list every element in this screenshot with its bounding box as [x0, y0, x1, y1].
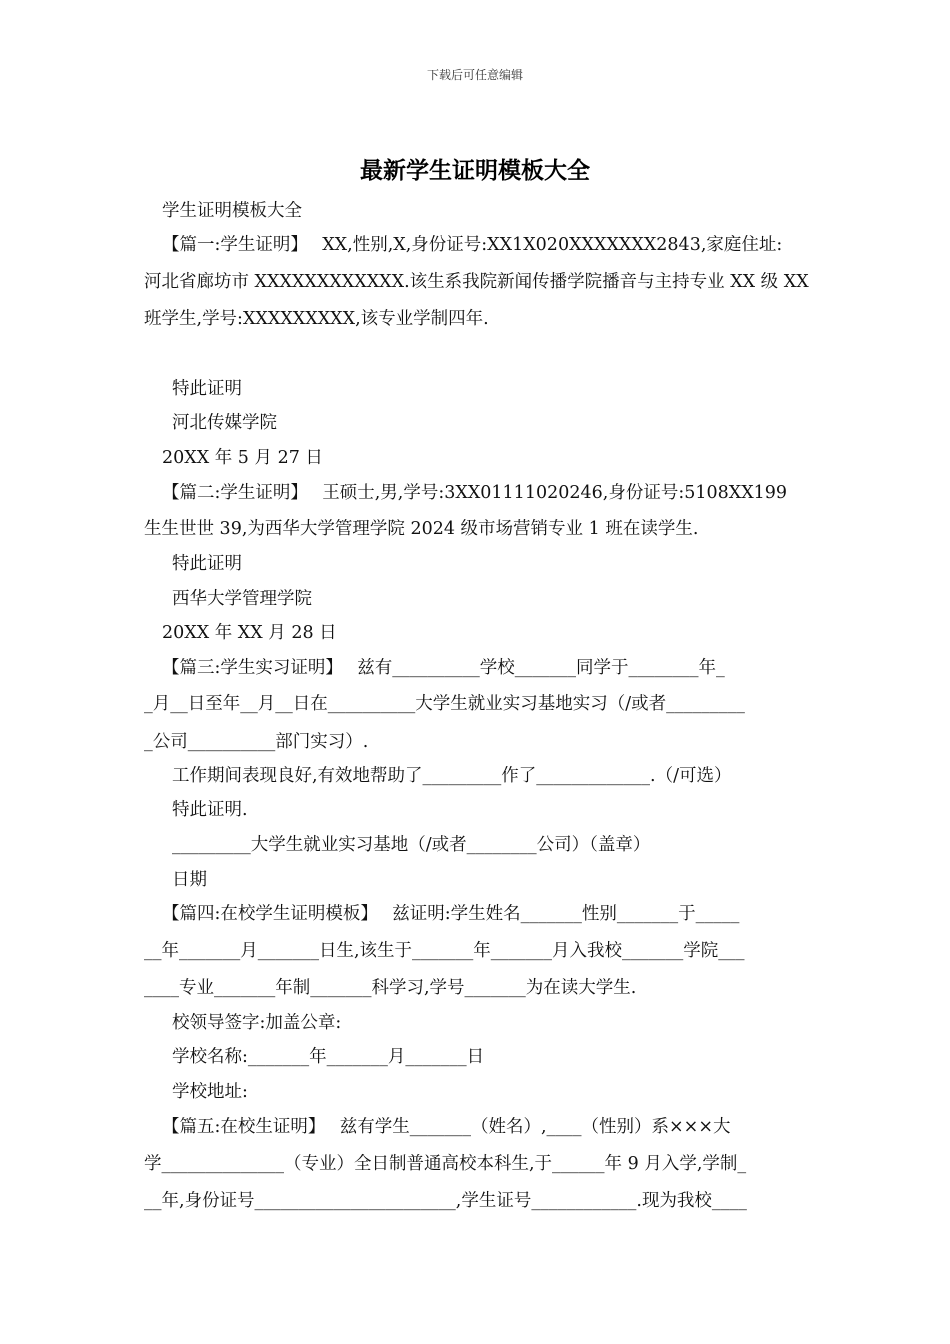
- section-1-line-2: 河北省廊坊市 XXXXXXXXXXXX.该生系我院新闻传播学院播音与主持专业 XX 级 XX: [144, 272, 809, 292]
- section-1-line-1: 【篇一:学生证明】 XX,性别,X,身份证号:XX1X020XXXXXXX2843,家庭住址:: [162, 235, 783, 255]
- section-2-date: 20XX 年 XX 月 28 日: [162, 623, 337, 643]
- section-3-date: 日期: [172, 870, 207, 890]
- section-4-line-2: __年_______月_______日生,该生于_______年_______月入我校_______学院___: [144, 941, 745, 961]
- section-4-signature: 校领导签字:加盖公章:: [172, 1013, 342, 1033]
- section-4-line-3: ____专业_______年制_______科学习,学号_______为在读大学生.: [144, 978, 637, 998]
- section-2-closing: 特此证明: [172, 554, 242, 574]
- section-1-date: 20XX 年 5 月 27 日: [162, 448, 323, 468]
- section-5-line-3: __年,身份证号_______________________,学生证号____________.现为我校____: [144, 1191, 747, 1211]
- section-1-line-3: 班学生,学号:XXXXXXXXX,该专业学制四年.: [144, 309, 489, 329]
- section-2-line-2: 生生世世 39,为西华大学管理学院 2024 级市场营销专业 1 班在读学生.: [144, 519, 699, 539]
- section-3-line-3: _公司__________部门实习）.: [144, 732, 369, 752]
- section-3-line-2: _月__日至年__月__日在__________大学生就业实习基地实习（/或者_________: [144, 694, 745, 714]
- page-header-note: 下载后可任意编辑: [426, 68, 523, 82]
- section-3-line-4: 工作期间表现良好,有效地帮助了_________作了_____________.（/可选）: [172, 766, 732, 786]
- section-3-closing: 特此证明.: [172, 800, 248, 820]
- section-2-line-1: 【篇二:学生证明】 王硕士,男,学号:3XX01111020246,身份证号:5108XX199: [162, 483, 788, 503]
- section-1-school: 河北传媒学院: [172, 413, 277, 433]
- document-title: 最新学生证明模板大全: [360, 157, 590, 184]
- section-4-school-name: 学校名称:_______年_______月_______日: [172, 1047, 485, 1067]
- section-1-closing: 特此证明: [172, 379, 242, 399]
- section-3-line-1: 【篇三:学生实习证明】 兹有__________学校_______同学于________年_: [162, 658, 725, 678]
- section-4-line-1: 【篇四:在校学生证明模板】 兹证明:学生姓名_______性别_______于_____: [162, 904, 740, 924]
- section-3-stamp: _________大学生就业实习基地（/或者________公司）（盖章）: [172, 835, 651, 855]
- section-5-line-1: 【篇五:在校生证明】 兹有学生_______（姓名）,____（性别）系×××大: [162, 1117, 731, 1137]
- subtitle-line: 学生证明模板大全: [162, 201, 302, 221]
- section-4-school-address: 学校地址:: [172, 1082, 248, 1102]
- section-2-school: 西华大学管理学院: [172, 589, 312, 609]
- section-5-line-2: 学______________（专业）全日制普通高校本科生,于______年 9 月入学,学制_: [144, 1154, 747, 1174]
